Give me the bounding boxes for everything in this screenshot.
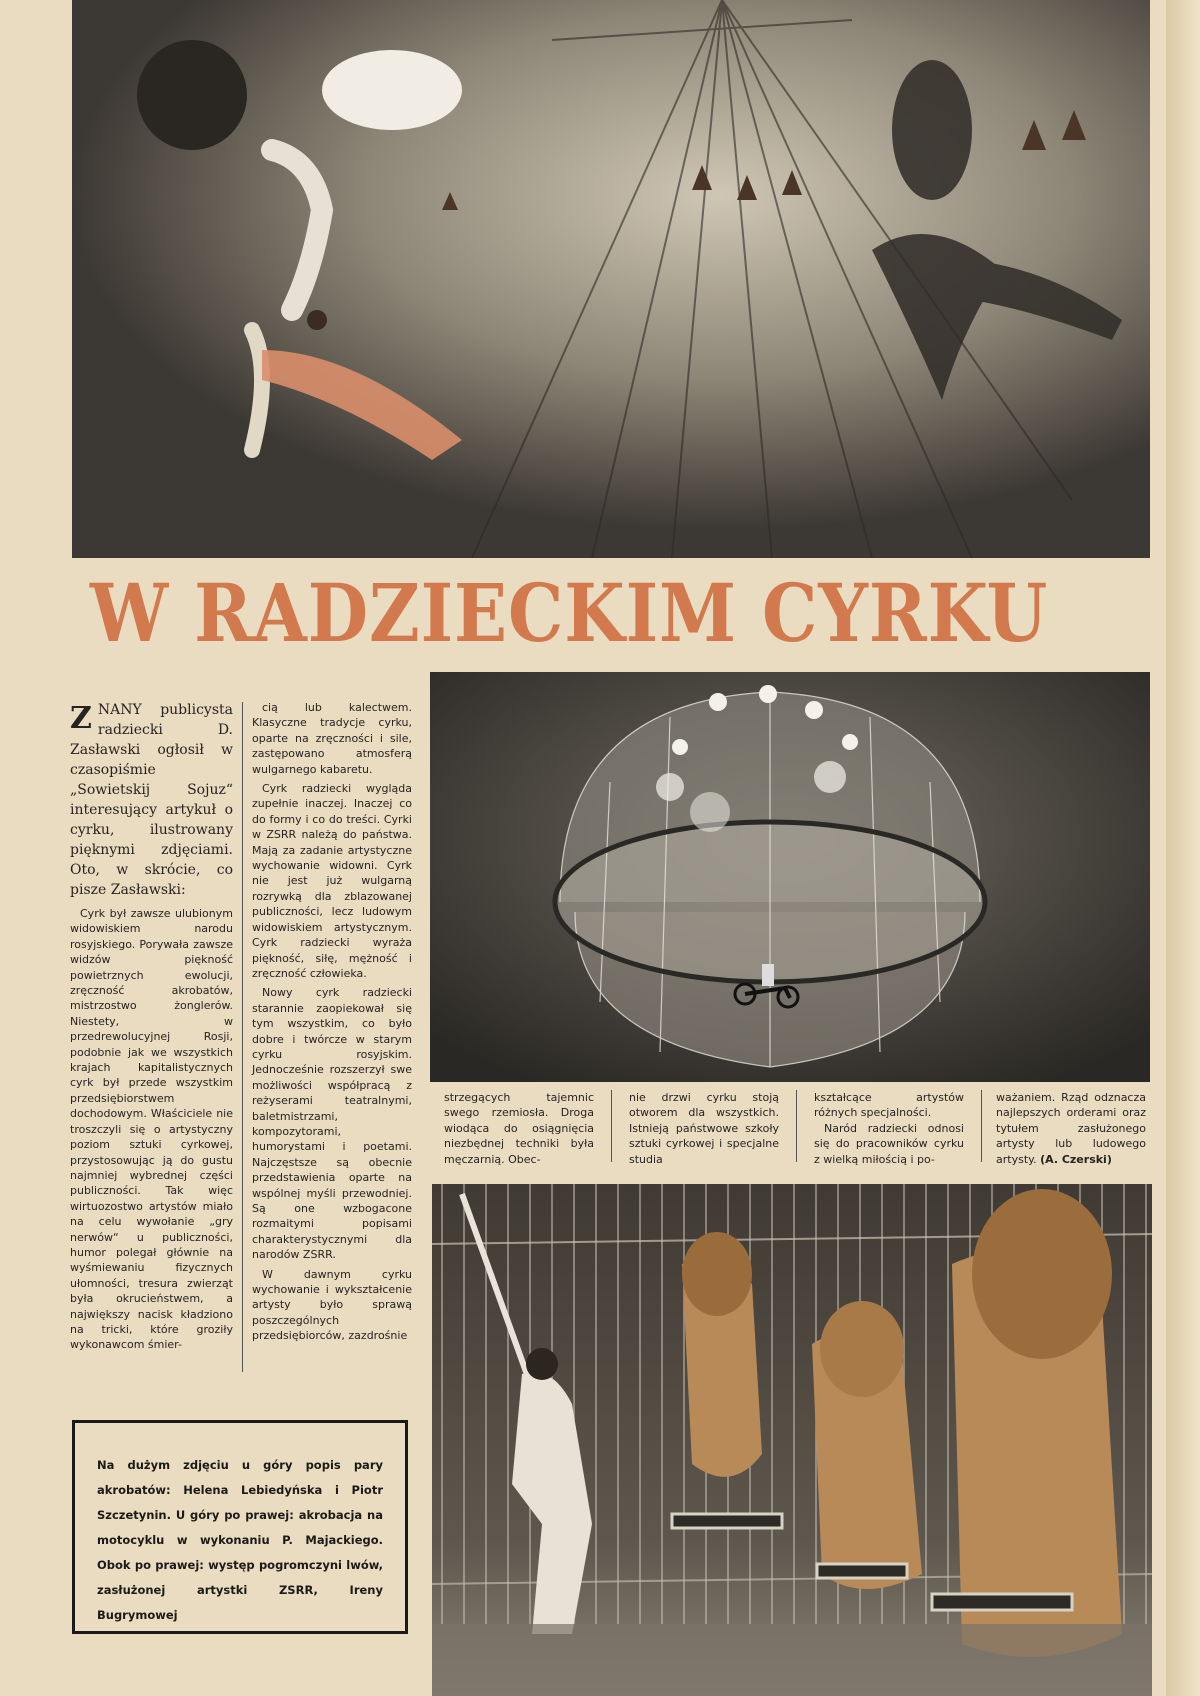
paragraph: Nowy cyrk radziecki starannie zaopiekował się tym wszystkim, co było dobre i twórcze w starym cyrku rosyjskim. Jednocześnie rozszerzył swe możliwości współpracą z reżyserami teatralnymi, baletmistrzami, kompozytorami, humorystami i poetami. Najczęstsze są obecnie przedstawienia oparte na wspólnej myśli przewodniej. Są one wzbogacone rozmaitymi popisami charakterystycznymi dla narodów ZSRR. [252, 986, 412, 1262]
text-strip-2 [629, 1090, 779, 1170]
text-strip-3 [814, 1090, 964, 1170]
column-rule [242, 702, 243, 1372]
drop-cap: Z [70, 701, 92, 736]
article-column-2 [252, 700, 412, 1348]
article-column-1 [70, 700, 233, 1357]
motorcycle-globe-photo [430, 672, 1150, 1082]
column-rule [611, 1090, 612, 1162]
column-rule [981, 1090, 982, 1162]
caption-box [72, 1420, 408, 1634]
headline: W RADZIECKIM CYRKU [90, 566, 1049, 660]
lead-text: NANY publicysta radziecki D. Zasławski ogłosił w czasopiśmie „Sowietskij Sojuz“ interesujący artykuł o cyrku, ilustrowany pięknymi zdjęciami. Oto, w skrócie, co pisze Zasławski: [70, 702, 233, 898]
strip-paragraph: kształcące artystów różnych specjalności. [814, 1091, 964, 1120]
closing-text: ważaniem. Rząd odznacza najlepszych orderami oraz tytułem zasłużonego artysty lub ludowego artysty. [996, 1091, 1146, 1166]
caption-text: Na dużym zdjęciu u góry popis pary akrobatów: Helena Lebiedyńska i Piotr Szczetynin. U góry po prawej: akrobacja na motocyklu w wykonaniu P. Majackiego. Obok po prawej: występ pogromczyni lwów, zasłużonej artystki ZSRR, Ireny Bugrymowej [97, 1458, 383, 1622]
author-signature: (A. Czerski) [1040, 1152, 1112, 1166]
strip-paragraph: Naród radziecki odnosi się do pracowników cyrku z wielką miłością i po- [814, 1121, 964, 1166]
acrobats-photo [72, 0, 1150, 558]
page-edge [1166, 0, 1200, 1696]
strip-paragraph [996, 1090, 1146, 1167]
paragraph: Cyrk był zawsze ulubionym widowiskiem narodu rosyjskiego. Porywała zawsze widzów piękność powietrznych ewolucji, zręczność akrobatów, mistrzostwo żonglerów. Niestety, w przedrewolucyjnej Rosji, podobnie jak we wszystkich krajach kapitalistycznych cyrk był przede wszystkim przedsiębiorstwem dochodowym. Właściciele nie troszczyli się o artystyczny poziom sztuki cyrkowej, przystosowując ją do gustu najmniej wybrednej części publiczności. Tak więc wirtuozostwo artystów miało na celu wywołanie „gry nerwów“ u publiczności, humor polegał głównie na wyśmiewaniu fizycznych ułomności, tresura zwierząt była okrucieństwem, a największy nacisk kładziono na tricki, które groziły wykonawcom śmier- [70, 907, 233, 1352]
paragraph: W dawnym cyrku wychowanie i wykształcenie artysty było sprawą poszczególnych przedsiębiorców, zazdrośnie [252, 1267, 412, 1343]
paragraph: Cyrk radziecki wygląda zupełnie inaczej. Inaczej co do formy i co do treści. Cyrki w ZSRR należą do państwa. Mają za zadanie artystyczne wychowanie widowni. Cyrk nie jest już wulgarną rozrywką dla zblazowanej publiczności, lecz ludowym widowiskiem artystycznym. Cyrk radziecki wyraża piękność, siłę, mężność i zręczność człowieka. [252, 782, 412, 980]
paragraph: cią lub kalectwem. Klasyczne tradycje cyrku, oparte na zręczności i sile, zastępowano atmosferą wulgarnego kabaretu. [252, 701, 412, 776]
column-rule [796, 1090, 797, 1162]
lead-paragraph [70, 700, 233, 900]
strip-paragraph: strzegących tajemnic swego rzemiosła. Droga wiodąca do osiągnięcia niezbędnej techniki była męczarnią. Obec- [444, 1091, 594, 1166]
text-strip-1 [444, 1090, 594, 1170]
lion-tamer-photo [432, 1184, 1152, 1696]
text-strip-4 [996, 1090, 1146, 1170]
strip-paragraph: nie drzwi cyrku stoją otworem dla wszystkich. Istnieją państwowe szkoły sztuki cyrkowej i specjalne studia [629, 1091, 779, 1166]
